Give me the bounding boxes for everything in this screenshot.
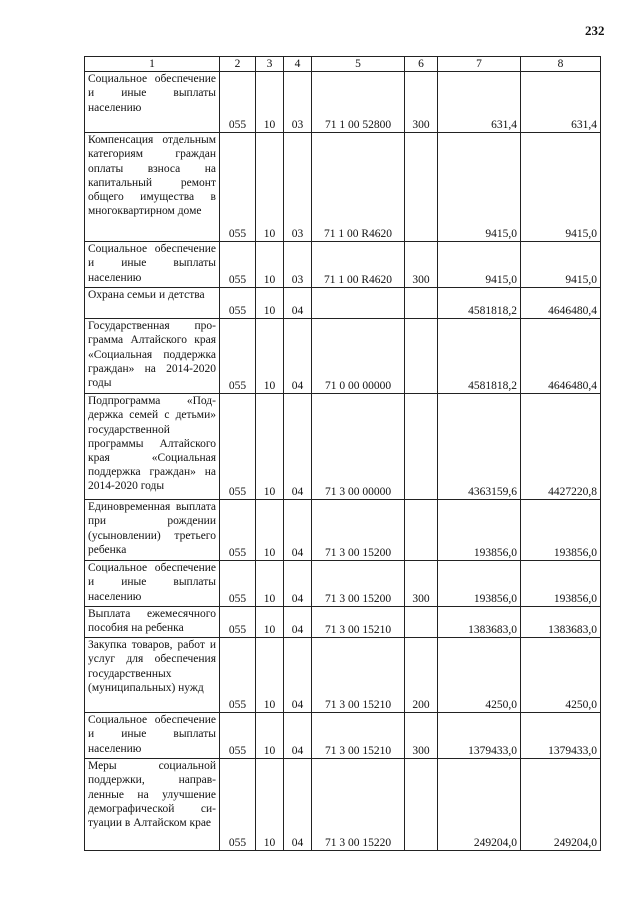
row-name: Компенсация отдельным категориям граждан оплаты взноса на капитальный ремонт общего имущества в многоквартирном доме bbox=[85, 133, 220, 242]
target-article-code: 71 3 00 15200 bbox=[312, 561, 405, 607]
row-name: Единовременная выплата при рождении (усыновлении) третьего ребенка bbox=[85, 500, 220, 561]
row-name: Социальное обеспечение и иные выплаты населению bbox=[85, 72, 220, 133]
ministry-code: 055 bbox=[220, 319, 256, 394]
amount-year-1: 9415,0 bbox=[438, 133, 521, 242]
row-name: Социальное обеспечение и иные выплаты населению bbox=[85, 561, 220, 607]
subsection-code: 03 bbox=[284, 72, 312, 133]
expense-type-code bbox=[405, 133, 438, 242]
row-name: Выплата ежемесячного пособия на ребенка bbox=[85, 607, 220, 638]
section-code: 10 bbox=[256, 319, 284, 394]
expense-type-code bbox=[405, 394, 438, 500]
table-row bbox=[85, 288, 601, 319]
table-row bbox=[85, 759, 601, 851]
section-code: 10 bbox=[256, 759, 284, 851]
amount-year-1: 4363159,6 bbox=[438, 394, 521, 500]
target-article-code: 71 3 00 15210 bbox=[312, 638, 405, 713]
subsection-code: 04 bbox=[284, 394, 312, 500]
amount-year-2: 249204,0 bbox=[521, 759, 601, 851]
ministry-code: 055 bbox=[220, 759, 256, 851]
subsection-code: 04 bbox=[284, 288, 312, 319]
budget-table bbox=[84, 56, 601, 851]
section-code: 10 bbox=[256, 713, 284, 759]
expense-type-code bbox=[405, 288, 438, 319]
expense-type-code bbox=[405, 759, 438, 851]
amount-year-1: 4581818,2 bbox=[438, 319, 521, 394]
amount-year-1: 4581818,2 bbox=[438, 288, 521, 319]
subsection-code: 04 bbox=[284, 319, 312, 394]
expense-type-code bbox=[405, 607, 438, 638]
expense-type-code: 300 bbox=[405, 713, 438, 759]
ministry-code: 055 bbox=[220, 133, 256, 242]
amount-year-2: 4646480,4 bbox=[521, 288, 601, 319]
section-code: 10 bbox=[256, 638, 284, 713]
amount-year-2: 1379433,0 bbox=[521, 713, 601, 759]
target-article-code: 71 1 00 R4620 bbox=[312, 242, 405, 288]
amount-year-2: 193856,0 bbox=[521, 500, 601, 561]
amount-year-1: 1383683,0 bbox=[438, 607, 521, 638]
target-article-code: 71 1 00 52800 bbox=[312, 72, 405, 133]
amount-year-1: 9415,0 bbox=[438, 242, 521, 288]
amount-year-1: 249204,0 bbox=[438, 759, 521, 851]
amount-year-2: 1383683,0 bbox=[521, 607, 601, 638]
amount-year-2: 193856,0 bbox=[521, 561, 601, 607]
ministry-code: 055 bbox=[220, 607, 256, 638]
amount-year-2: 4646480,4 bbox=[521, 319, 601, 394]
column-header: 3 bbox=[256, 57, 284, 72]
amount-year-2: 4427220,8 bbox=[521, 394, 601, 500]
expense-type-code: 300 bbox=[405, 72, 438, 133]
row-name: Меры социальной поддержки, направленные на улучшение демографической ситуации в Алтайском крае bbox=[85, 759, 220, 851]
expense-type-code: 300 bbox=[405, 242, 438, 288]
table-row bbox=[85, 638, 601, 713]
amount-year-1: 193856,0 bbox=[438, 500, 521, 561]
column-header: 8 bbox=[521, 57, 601, 72]
row-name: Социальное обеспечение и иные выплаты населению bbox=[85, 242, 220, 288]
table-row bbox=[85, 133, 601, 242]
ministry-code: 055 bbox=[220, 713, 256, 759]
amount-year-2: 9415,0 bbox=[521, 133, 601, 242]
table-row bbox=[85, 72, 601, 133]
row-name: Закупка товаров, работ и услуг для обеспечения государственных (муниципальных) нужд bbox=[85, 638, 220, 713]
expense-type-code: 300 bbox=[405, 561, 438, 607]
column-header: 5 bbox=[312, 57, 405, 72]
section-code: 10 bbox=[256, 394, 284, 500]
target-article-code: 71 3 00 15200 bbox=[312, 500, 405, 561]
column-header: 1 bbox=[85, 57, 220, 72]
target-article-code: 71 3 00 15220 bbox=[312, 759, 405, 851]
table-row bbox=[85, 242, 601, 288]
table-row bbox=[85, 394, 601, 500]
target-article-code: 71 3 00 00000 bbox=[312, 394, 405, 500]
expense-type-code: 200 bbox=[405, 638, 438, 713]
subsection-code: 04 bbox=[284, 607, 312, 638]
ministry-code: 055 bbox=[220, 72, 256, 133]
column-number-row bbox=[85, 57, 601, 72]
subsection-code: 04 bbox=[284, 713, 312, 759]
amount-year-1: 193856,0 bbox=[438, 561, 521, 607]
section-code: 10 bbox=[256, 288, 284, 319]
subsection-code: 04 bbox=[284, 500, 312, 561]
row-name: Государственная программа Алтайского края «Социальная поддержка граждан» на 2014-2020 годы bbox=[85, 319, 220, 394]
ministry-code: 055 bbox=[220, 288, 256, 319]
target-article-code: 71 1 00 R4620 bbox=[312, 133, 405, 242]
target-article-code: 71 3 00 15210 bbox=[312, 607, 405, 638]
expense-type-code bbox=[405, 319, 438, 394]
column-header: 7 bbox=[438, 57, 521, 72]
subsection-code: 04 bbox=[284, 759, 312, 851]
table-row bbox=[85, 607, 601, 638]
amount-year-1: 631,4 bbox=[438, 72, 521, 133]
section-code: 10 bbox=[256, 133, 284, 242]
subsection-code: 03 bbox=[284, 242, 312, 288]
ministry-code: 055 bbox=[220, 394, 256, 500]
amount-year-2: 9415,0 bbox=[521, 242, 601, 288]
row-name: Социальное обеспечение и иные выплаты населению bbox=[85, 713, 220, 759]
column-header: 2 bbox=[220, 57, 256, 72]
amount-year-1: 1379433,0 bbox=[438, 713, 521, 759]
amount-year-2: 4250,0 bbox=[521, 638, 601, 713]
subsection-code: 03 bbox=[284, 133, 312, 242]
table-row bbox=[85, 319, 601, 394]
column-header: 6 bbox=[405, 57, 438, 72]
ministry-code: 055 bbox=[220, 561, 256, 607]
table-row bbox=[85, 500, 601, 561]
target-article-code bbox=[312, 288, 405, 319]
target-article-code: 71 3 00 15210 bbox=[312, 713, 405, 759]
section-code: 10 bbox=[256, 607, 284, 638]
section-code: 10 bbox=[256, 561, 284, 607]
column-header: 4 bbox=[284, 57, 312, 72]
section-code: 10 bbox=[256, 500, 284, 561]
table-row bbox=[85, 713, 601, 759]
row-name: Охрана семьи и детства bbox=[85, 288, 220, 319]
target-article-code: 71 0 00 00000 bbox=[312, 319, 405, 394]
expense-type-code bbox=[405, 500, 438, 561]
amount-year-2: 631,4 bbox=[521, 72, 601, 133]
subsection-code: 04 bbox=[284, 561, 312, 607]
subsection-code: 04 bbox=[284, 638, 312, 713]
section-code: 10 bbox=[256, 72, 284, 133]
row-name: Подпрограмма «Поддержка семей с детьми» государственной программы Алтайского края «Социальная поддержка граждан» на 2014-2020 годы bbox=[85, 394, 220, 500]
table-row bbox=[85, 561, 601, 607]
ministry-code: 055 bbox=[220, 500, 256, 561]
ministry-code: 055 bbox=[220, 242, 256, 288]
page-number: 232 bbox=[585, 23, 605, 38]
section-code: 10 bbox=[256, 242, 284, 288]
ministry-code: 055 bbox=[220, 638, 256, 713]
amount-year-1: 4250,0 bbox=[438, 638, 521, 713]
